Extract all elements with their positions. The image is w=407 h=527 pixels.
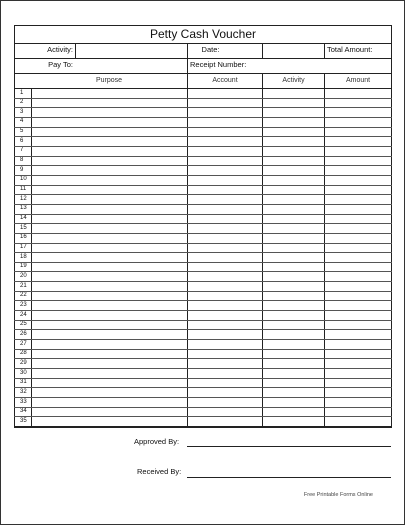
row-number: 16 bbox=[20, 234, 27, 241]
table-row[interactable] bbox=[32, 215, 391, 224]
table-row[interactable] bbox=[32, 417, 391, 426]
row-number: 26 bbox=[20, 330, 27, 337]
row-number: 33 bbox=[20, 398, 27, 405]
table-row[interactable] bbox=[32, 166, 391, 175]
receipt-number-label: Receipt Number: bbox=[190, 60, 247, 69]
activity-field[interactable] bbox=[76, 44, 186, 57]
total-amount-field[interactable] bbox=[325, 59, 391, 72]
row-number: 30 bbox=[20, 369, 27, 376]
table-row[interactable] bbox=[32, 186, 391, 195]
row-number: 7 bbox=[20, 147, 24, 154]
table-row[interactable] bbox=[32, 128, 391, 137]
pay-to-field[interactable] bbox=[76, 59, 186, 72]
row-number: 8 bbox=[20, 157, 24, 164]
form-title: Petty Cash Voucher bbox=[149, 27, 257, 41]
row-number: 32 bbox=[20, 388, 27, 395]
table-row[interactable] bbox=[32, 205, 391, 214]
approved-by-line[interactable] bbox=[187, 446, 391, 447]
table-row[interactable] bbox=[32, 350, 391, 359]
table-row[interactable] bbox=[32, 176, 391, 185]
table-row[interactable] bbox=[32, 301, 391, 310]
table-row[interactable] bbox=[32, 224, 391, 233]
total-amount-label: Total Amount: bbox=[327, 45, 373, 54]
row-number: 1 bbox=[20, 89, 24, 96]
table-row[interactable] bbox=[32, 263, 391, 272]
table-row[interactable] bbox=[32, 137, 391, 146]
row-number: 20 bbox=[20, 272, 27, 279]
row-number: 6 bbox=[20, 137, 24, 144]
row-number: 23 bbox=[20, 301, 27, 308]
row-number: 28 bbox=[20, 350, 27, 357]
row-number: 22 bbox=[20, 292, 27, 299]
row-number: 31 bbox=[20, 379, 27, 386]
received-by-line[interactable] bbox=[187, 477, 391, 478]
received-by-label: Received By: bbox=[137, 467, 182, 476]
table-row[interactable] bbox=[32, 398, 391, 407]
table-row[interactable] bbox=[32, 253, 391, 262]
pay-to-label: Pay To: bbox=[48, 60, 73, 69]
footer-credit: Free Printable Forms Online bbox=[303, 492, 373, 498]
row-number: 35 bbox=[20, 417, 27, 424]
row-number: 11 bbox=[20, 186, 27, 193]
table-row[interactable] bbox=[32, 282, 391, 291]
table-row[interactable] bbox=[32, 118, 391, 127]
column-purpose: Purpose bbox=[95, 77, 123, 84]
table-row[interactable] bbox=[32, 99, 391, 108]
row-number: 34 bbox=[20, 408, 27, 415]
approved-by-label: Approved By: bbox=[134, 437, 180, 446]
table-row[interactable] bbox=[32, 234, 391, 243]
row-number: 17 bbox=[20, 244, 27, 250]
table-row[interactable] bbox=[32, 369, 391, 378]
table-row[interactable] bbox=[32, 359, 391, 368]
table-row[interactable] bbox=[32, 147, 391, 156]
row-number: 27 bbox=[20, 340, 27, 347]
row-number: 24 bbox=[20, 311, 27, 318]
table-row[interactable] bbox=[32, 244, 391, 253]
receipt-number-field[interactable] bbox=[263, 59, 323, 72]
column-activity: Activity bbox=[282, 77, 305, 84]
row-number: 9 bbox=[20, 166, 24, 173]
table-row[interactable] bbox=[32, 321, 391, 330]
table-row[interactable] bbox=[32, 330, 391, 339]
row-number: 15 bbox=[20, 224, 27, 231]
row-number: 21 bbox=[20, 282, 27, 289]
row-number: 14 bbox=[20, 215, 27, 222]
row-number: 2 bbox=[20, 99, 24, 106]
table-row[interactable] bbox=[32, 108, 391, 117]
row-number: 10 bbox=[20, 176, 27, 183]
row-number: 19 bbox=[20, 263, 27, 270]
row-number: 12 bbox=[20, 195, 27, 202]
date-field[interactable] bbox=[263, 44, 323, 57]
row-number: 5 bbox=[20, 128, 24, 135]
row-number: 18 bbox=[20, 253, 27, 260]
table-row[interactable] bbox=[32, 272, 391, 281]
table-row[interactable] bbox=[32, 408, 391, 417]
table-row[interactable] bbox=[32, 89, 391, 98]
table-row[interactable] bbox=[32, 379, 391, 388]
table-row[interactable] bbox=[32, 292, 391, 301]
row-number: 25 bbox=[20, 321, 27, 328]
column-amount: Amount bbox=[345, 77, 371, 84]
table-row[interactable] bbox=[32, 195, 391, 204]
row-number: 3 bbox=[20, 108, 24, 115]
activity-label: Activity: bbox=[47, 45, 73, 54]
table-row[interactable] bbox=[32, 311, 391, 320]
row-number: 13 bbox=[20, 205, 27, 212]
table-row[interactable] bbox=[32, 340, 391, 349]
table-row[interactable] bbox=[32, 388, 391, 397]
row-number: 4 bbox=[20, 118, 24, 125]
table-row[interactable] bbox=[32, 157, 391, 166]
date-label: Date: bbox=[201, 45, 220, 54]
row-number: 29 bbox=[20, 359, 27, 366]
column-account: Account bbox=[212, 77, 238, 84]
